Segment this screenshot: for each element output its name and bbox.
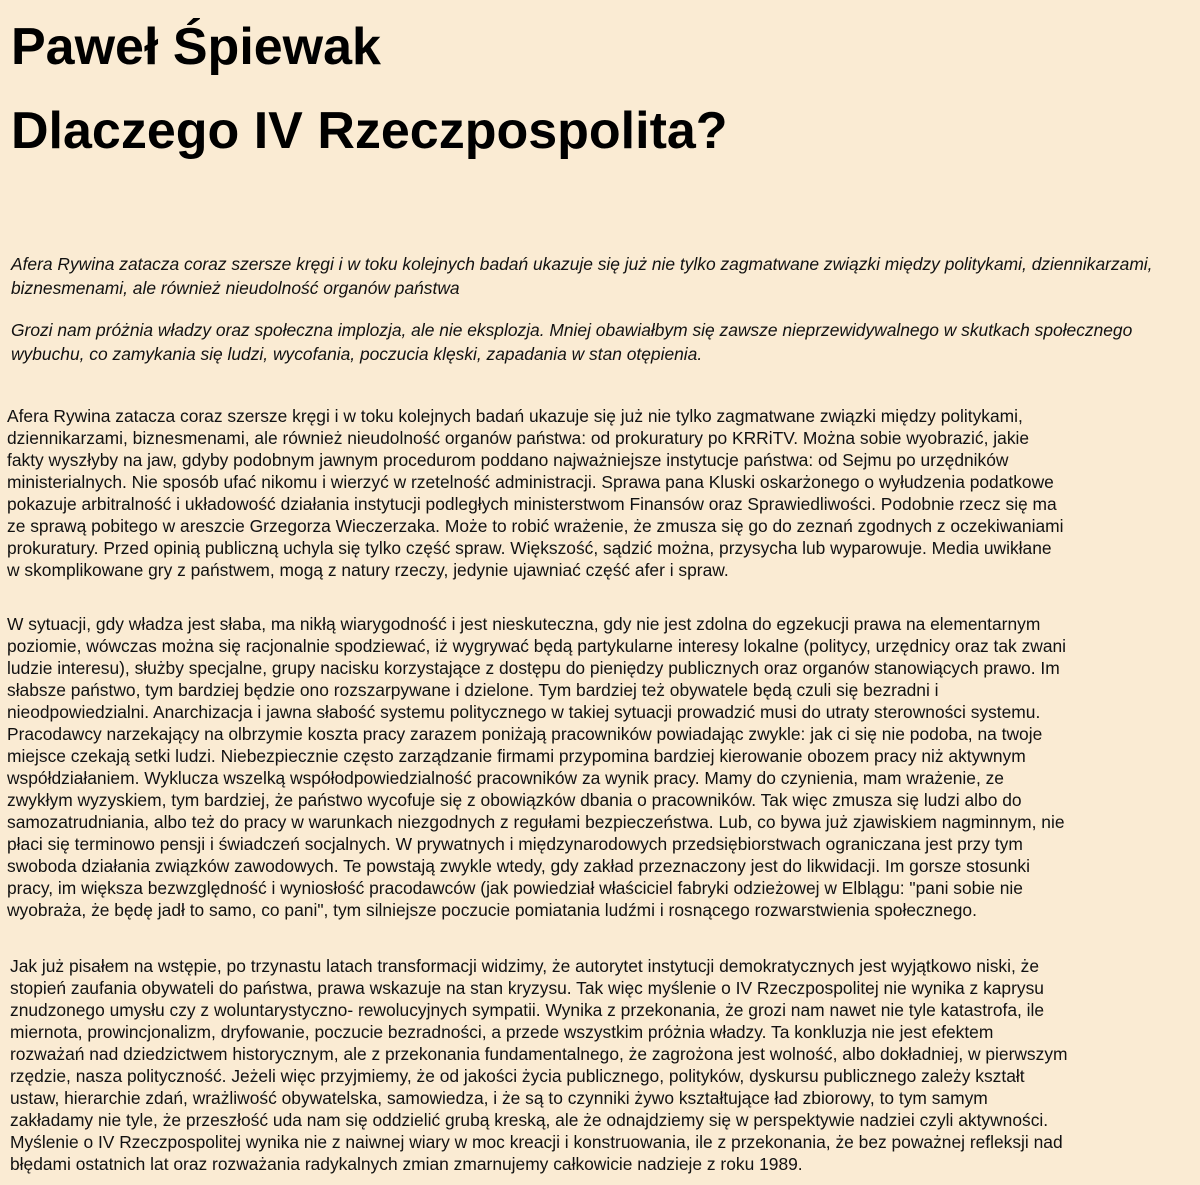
text-line: Pracodawcy narzekający na olbrzymie koszta pracy zarazem poniżają pracowników powiadając zwykle: jak ci się nie podoba, na twoje bbox=[7, 724, 1043, 744]
text-line: ze sprawą pobitego w areszcie Grzegorza Wieczerzaka. Może to robić wrażenie, że zmusza się go do zeznań zgodnych z oczekiwaniami bbox=[7, 516, 1064, 536]
text-line: wyobraża, że będę jadł to samo, co pani", tym silniejsze poczucie pomiatania ludźmi i rosnącego rozwarstwienia społecznego. bbox=[7, 900, 977, 920]
text-line: słabsze państwo, tym bardziej będzie ono rozszarpywane i dzielone. Tym bardziej też obywatele będą czuli się bezradni i bbox=[7, 680, 939, 700]
text-line: fakty wyszłyby na jaw, gdyby podobnym jawnym procedurom poddano najważniejsze instytucje państwa: od Sejmu po urzędników bbox=[7, 450, 1009, 470]
text-line: W sytuacji, gdy władza jest słaba, ma nikłą wiarygodność i jest nieskuteczna, gdy nie jest zdolna do egzekucji prawa na elementarnym bbox=[7, 614, 1041, 634]
text-line: płaci się terminowo pensji i świadczeń socjalnych. W prywatnych i międzynarodowych przedsiębiorstwach ograniczana jest przy tym bbox=[7, 834, 1023, 854]
text-line: współdziałaniem. Wyklucza wszelką współodpowiedzialność pracowników za wynik pracy. Mamy do czynienia, mam wrażenie, ze bbox=[7, 768, 1004, 788]
text-line: ludzie interesu), służby specjalne, grupy nacisku korzystające z dostępu do pieniędzy publicznych oraz organów stanowiących prawo. Im bbox=[7, 658, 1060, 678]
body-paragraph bbox=[10, 955, 1200, 1175]
lead-paragraph: Grozi nam próżnia władzy oraz społeczna implozja, ale nie eksplozja. Mniej obawiałbym się zawsze nieprzewidywalnego w skutkach społecznego wybuchu, co zamykania się ludzi, wycofania, poczucia klęski, zapadania w stan otępienia. bbox=[11, 320, 1133, 364]
body-paragraph bbox=[7, 613, 1200, 921]
text-line: stopień zaufania obywateli do państwa, prawa wskazuje na stan kryzysu. Tak więc myślenie o IV Rzeczpospolitej nie wynika z kaprysu bbox=[10, 978, 1044, 998]
text-line: pokazuje arbitralność i układowość działania instytucji podległych ministerstwom Finansów oraz Sprawiedliwości. Podobnie rzecz się ma bbox=[7, 494, 1057, 514]
text-line: Jak już pisałem na wstępie, po trzynastu latach transformacji widzimy, że autorytet instytucji demokratycznych jest wyjątkowo niski, że bbox=[10, 956, 1040, 976]
text-line: błędami ostatnich lat oraz rozważania radykalnych zmian zmarnujemy całkowicie nadzieje z roku 1989. bbox=[10, 1154, 803, 1174]
text-line: nieodpowiedzialni. Anarchizacja i jawna słabość systemu politycznego w takiej sytuacji prowadzić musi do utraty sterowności systemu. bbox=[7, 702, 1041, 722]
article-title: Dlaczego IV Rzeczpospolita? bbox=[11, 102, 728, 160]
text-line: znudzonego umysłu czy z woluntarystyczno- rewolucyjnych sympatii. Wynika z przekonania, że grozi nam nawet nie tyle katastrofa, ile bbox=[10, 1000, 1045, 1020]
text-line: ministerialnych. Nie sposób ufać nikomu i wierzyć w rzetelność administracji. Sprawa pana Kluski oskarżonego o wyłudzenia podatkowe bbox=[7, 472, 1054, 492]
text-line: miejsce czekają setki ludzi. Niebezpiecznie często zarządzanie firmami przypomina bardziej kierowanie obozem pracy niż aktywnym bbox=[7, 746, 1026, 766]
text-line: samozatrudniania, albo też do pracy w warunkach niezgodnych z regułami bezpieczeństwa. Lub, co bywa już zjawiskiem nagminnym, nie bbox=[7, 812, 1065, 832]
text-line: zakładamy nie tyle, że przeszłość uda nam się oddzielić grubą kreską, ale że odnajdziemy się w perspektywie nadziei czyli aktywności. bbox=[10, 1110, 1049, 1130]
text-line: pracy, im większa bezwzględność i wyniosłość pracodawców (jak powiedział właściciel fabryki odzieżowej w Elblągu: "pani sobie nie bbox=[7, 878, 1023, 898]
text-line: dziennikarzami, biznesmenami, ale również nieudolność organów państwa: od prokuratury po KRRiTV. Można sobie wyobrazić, jakie bbox=[7, 428, 1030, 448]
text-line: zwykłym wyzyskiem, tym bardziej, że państwo wycofuje się z obowiązków dbania o pracowników. Tak więc zmusza się ludzi albo do bbox=[7, 790, 1022, 810]
text-line: miernota, prowincjonalizm, dryfowanie, poczucie bezradności, a przede wszystkim próżnia władzy. Ta konkluzja nie jest efektem bbox=[10, 1022, 994, 1042]
author-name: Paweł Śpiewak bbox=[11, 18, 381, 76]
text-line: swoboda działania związków zawodowych. Te powstają zwykle wtedy, gdy zakład przeznaczony jest do likwidacji. Im gorsze stosunki bbox=[7, 856, 1030, 876]
text-line: Myślenie o IV Rzeczpospolitej wynika nie z naiwnej wiary w moc kreacji i konstruowania, ile z przekonania, że bez poważnej refleksji nad bbox=[10, 1132, 1063, 1152]
text-line: Afera Rywina zatacza coraz szersze kręgi i w toku kolejnych badań ukazuje się już nie tylko zagmatwane związki między politykami, bbox=[7, 406, 1023, 426]
text-line: ustaw, hierarchie zdań, wrażliwość obywatelska, samowiedza, i że są to czynniki żywo kształtujące ład zbiorowy, to tym samym bbox=[10, 1088, 988, 1108]
text-line: rozważań nad dziedzictwem historycznym, ale z przekonania fundamentalnego, że zagrożona jest wolność, albo dokładniej, w pierwszym bbox=[10, 1044, 1068, 1064]
text-line: poziomie, wówczas można się racjonalnie spodziewać, iż wygrywać będą partykularne interesy lokalne (politycy, urzędnicy oraz tak zwani bbox=[7, 636, 1067, 656]
text-line: rzędzie, nasza polityczność. Jeżeli więc przyjmiemy, że od jakości życia publicznego, polityków, dyskursu publicznego zależy kształt bbox=[10, 1066, 1025, 1086]
text-line: w skomplikowane gry z państwem, mogą z natury rzeczy, jedynie ujawniać część afer i spraw. bbox=[7, 560, 729, 580]
lead-paragraph: Afera Rywina zatacza coraz szersze kręgi i w toku kolejnych badań ukazuje się już nie tylko zagmatwane związki między politykami, dziennikarzami, biznesmenami, ale również nieudolność organów państwa bbox=[11, 254, 1153, 298]
text-line: prokuratury. Przed opinią publiczną uchyla się tylko część spraw. Większość, sądzić można, przysycha lub wyparowuje. Media uwikłane bbox=[7, 538, 1052, 558]
body-paragraph bbox=[7, 405, 1200, 581]
